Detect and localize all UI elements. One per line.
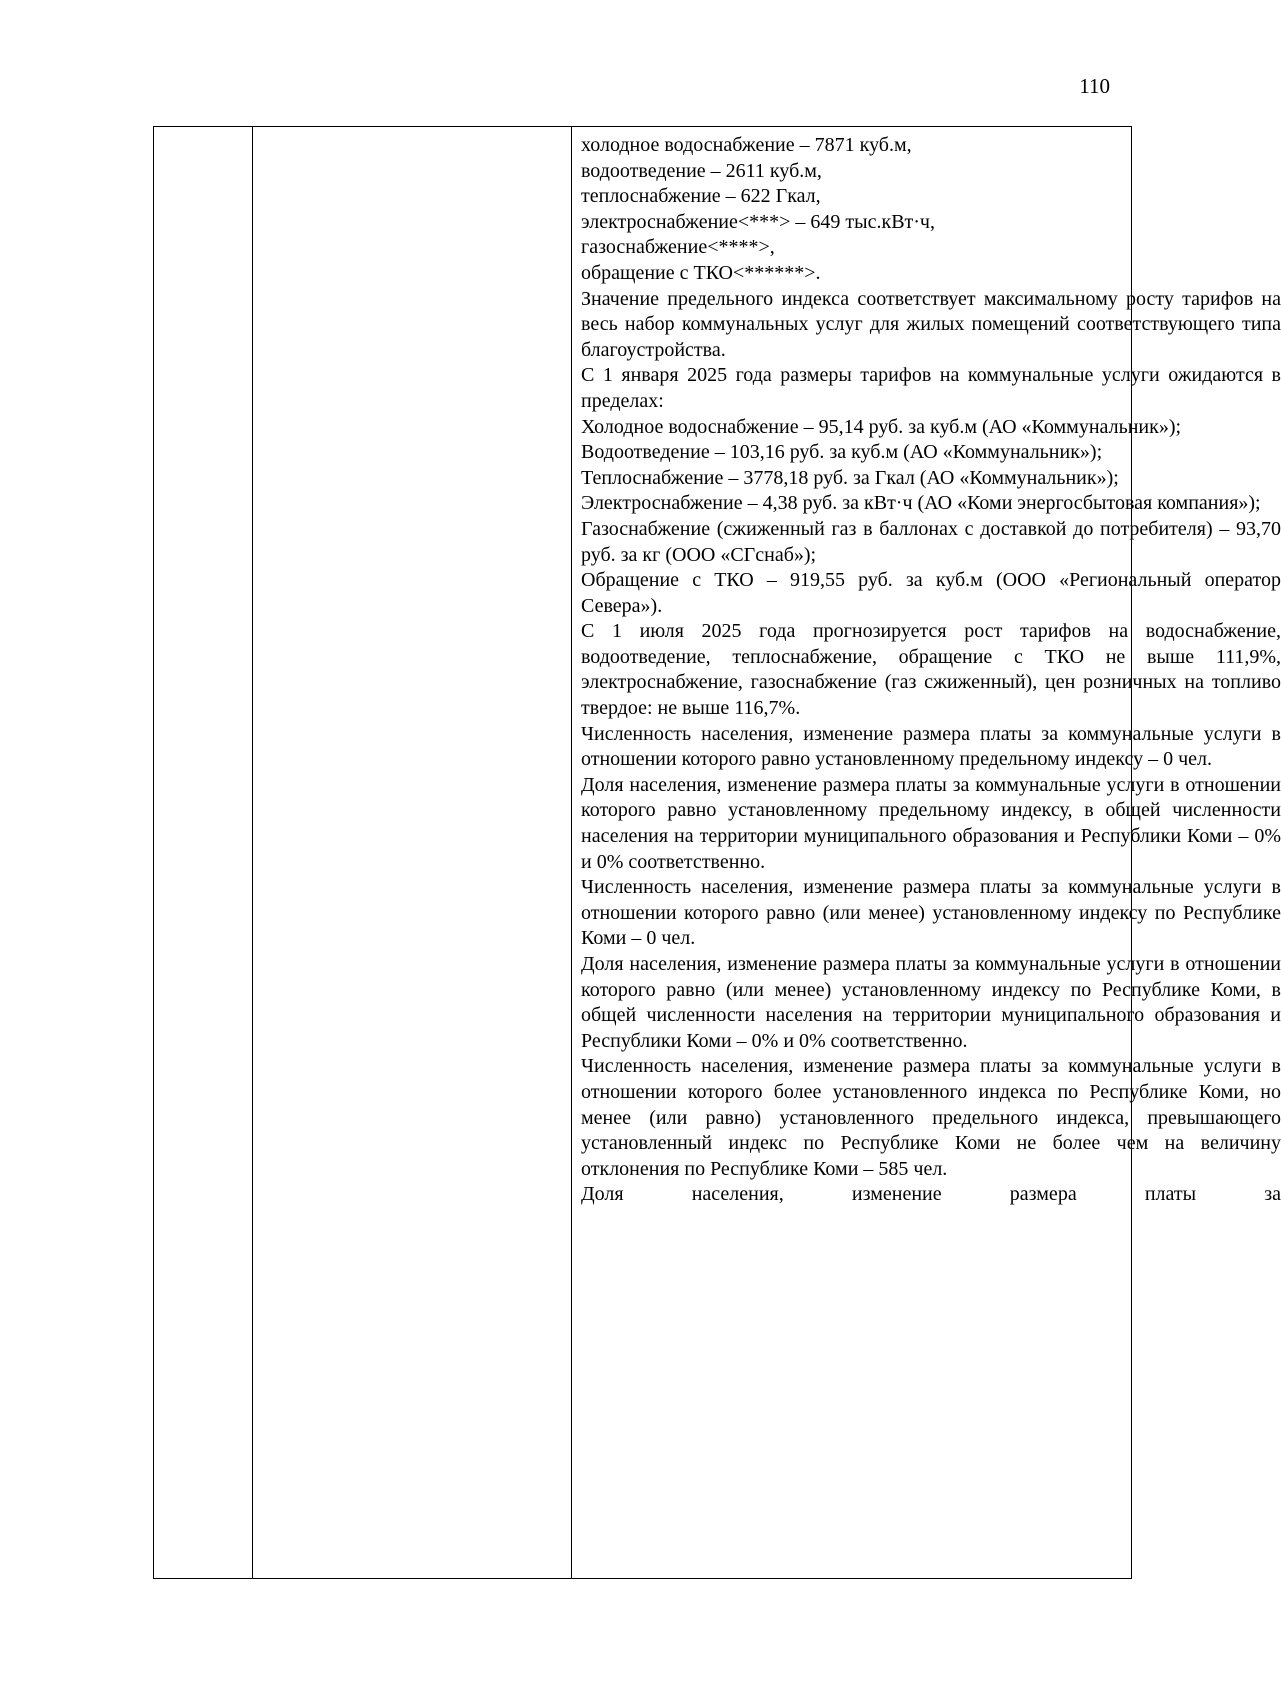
paragraph: Доля населения, изменение размера платы за коммунальные услуги в отношении которого равно установленному предельному индексу, в общей численности населения на территории муниципального образования и Республики Коми – 0% и 0% соответственно. [581,773,1281,873]
list-line: водоотведение – 2611 куб.м, [581,159,822,182]
list-line: холодное водоснабжение – 7871 куб.м, [581,134,912,156]
paragraph: Доля населения, изменение размера платы за коммунальные услуги в отношении которого равно (или менее) установленному индексу по Республике Коми, в общей численности населения на территории муниципального образования и Республики Коми – 0% и 0% соответственно. [581,953,1281,1052]
paragraph: Электроснабжение – 4,38 руб. за кВт·ч (АО «Коми энергосбытовая компания»); [581,492,1261,515]
paragraph: С 1 января 2025 года размеры тарифов на коммунальные услуги ожидаются в пределах: [581,364,1281,412]
list-line: теплоснабжение – 622 Гкал, [581,185,821,208]
paragraph: Газоснабжение (сжиженный газ в баллонах с доставкой до потребителя) – 93,70 руб. за кг (ООО «СГснаб»); [581,517,1281,566]
page-number: 110 [1079,74,1110,98]
column-divider-1 [252,127,253,1578]
paragraph: Холодное водоснабжение – 95,14 руб. за куб.м (АО «Коммунальник»); [581,415,1182,438]
paragraph: Значение предельного индекса соответствует максимальному росту тарифов на весь набор коммунальных услуг для жилых помещений соответствующего типа благоустройства. [581,287,1281,361]
paragraph: Численность населения, изменение размера платы за коммунальные услуги в отношении которого равно установленному предельному индексу – 0 чел. [581,722,1281,771]
paragraph: Обращение с ТКО – 919,55 руб. за куб.м (ООО «Региональный оператор Севера»). [581,569,1281,617]
list-line: обращение с ТКО<******>. [581,261,821,284]
paragraph: С 1 июля 2025 года прогнозируется рост тарифов на водоснабжение, водоотведение, теплоснабжение, обращение с ТКО не выше 111,9%, электроснабжение, газоснабжение (газ сжиженный), цен розничных на топливо твердое: не выше 116,7%. [581,620,1281,720]
document-table [153,126,1281,1579]
paragraph-continued: Доля населения, изменение размера платы за [581,1183,1281,1206]
paragraph: Водоотведение – 103,16 руб. за куб.м (АО «Коммунальник»); [581,441,1103,464]
paragraph: Теплоснабжение – 3778,18 руб. за Гкал (АО «Коммунальник»); [581,466,1119,489]
paragraph: Численность населения, изменение размера платы за коммунальные услуги в отношении которого равно (или менее) установленному индексу по Республике Коми – 0 чел. [581,876,1281,950]
column-divider-2 [571,127,572,1578]
list-line: газоснабжение<****>, [581,236,775,259]
paragraph: Численность населения, изменение размера платы за коммунальные услуги в отношении которого более установленного индекса по Республике Коми, но менее (или равно) установленного предельного индекса, превышающего установленный индекс по Республике Коми не более чем на величину отклонения по Республике Коми – 585 чел. [581,1055,1281,1180]
table-cell-description [581,133,1281,1208]
list-line: электроснабжение<***> – 649 тыс.кВт·ч, [581,210,935,233]
